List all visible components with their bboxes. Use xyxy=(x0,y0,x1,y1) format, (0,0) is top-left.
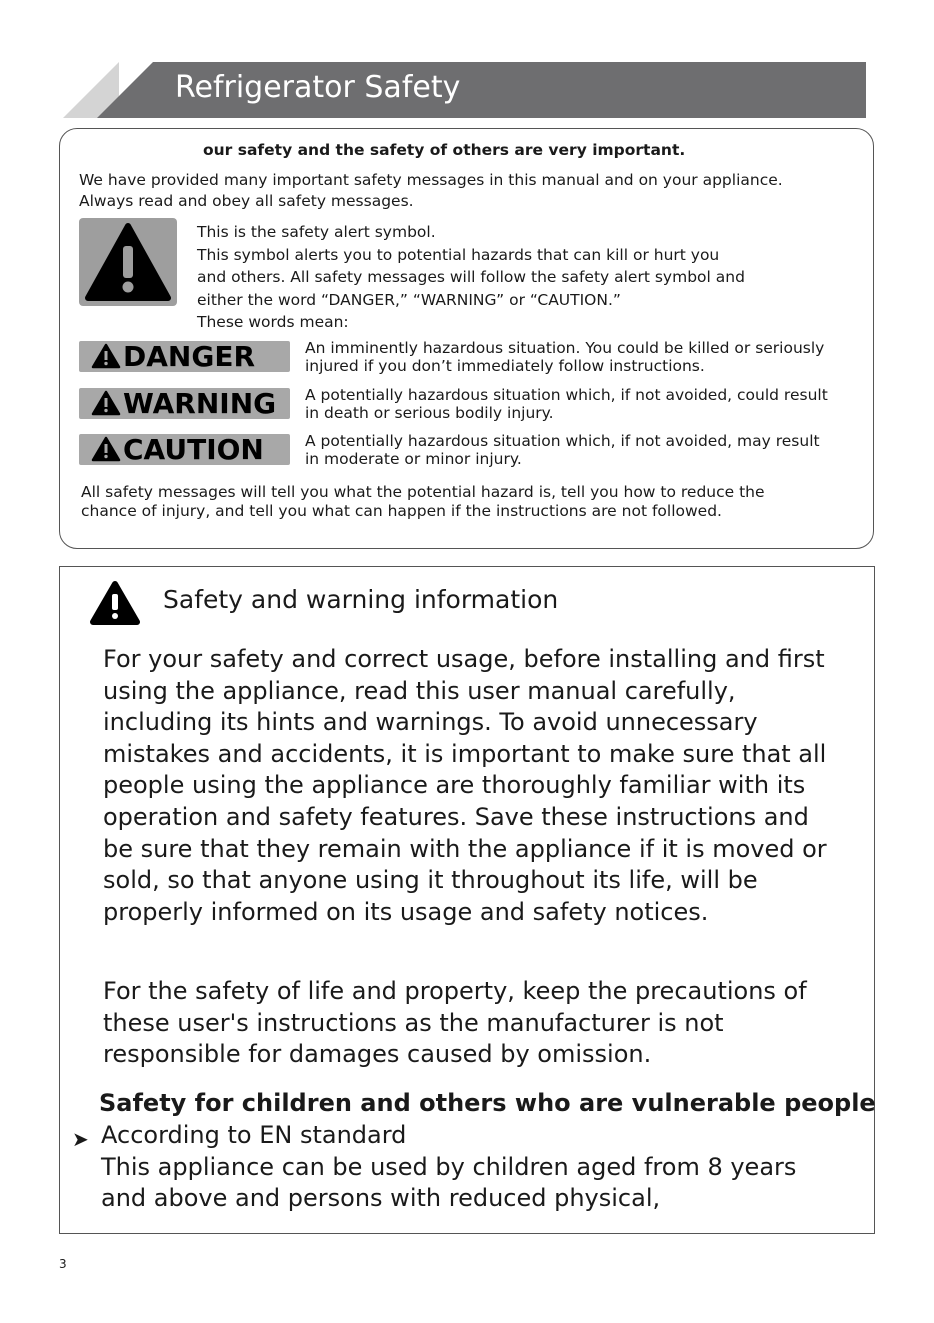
warning-triangle-icon xyxy=(91,436,121,462)
warning-triangle-icon xyxy=(91,343,121,369)
bullet-item: According to EN standard xyxy=(101,1121,407,1149)
alert-description xyxy=(197,221,837,334)
signal-word: CAUTION xyxy=(123,433,264,466)
page-number: 3 xyxy=(59,1257,67,1271)
signal-word: WARNING xyxy=(123,387,277,420)
section-title: Safety and warning information xyxy=(163,585,559,614)
intro-text: We have provided many important safety messages in this manual and on your appliance. Always read and obey all safety messages. xyxy=(79,171,783,210)
header-banner xyxy=(63,62,866,118)
intro-paragraph: For your safety and correct usage, before installing and first using the appliance, read this user manual carefully, including its hints and warnings. To avoid unnecessary mistakes and accidents, it is important to make sure that all people using the appliance are thoroughly familiar with its operation and safety features. Save these instructions and be sure that they remain with the appliance if it is moved or sold, so that anyone using it throughout its life, will be properly informed on its usage and safety notices. xyxy=(103,645,827,926)
danger-description: An imminently hazardous situation. You could be killed or seriously injured if you don’t immediately follow instructions. xyxy=(305,339,825,375)
info-footer-text: All safety messages will tell you what the potential hazard is, tell you how to reduce the chance of injury, and tell you what can happen if the instructions are not followed. xyxy=(81,483,765,520)
alert-line: and others. All safety messages will follow the safety alert symbol and xyxy=(197,268,745,286)
warning-triangle-icon xyxy=(79,218,177,306)
alert-line: These words mean: xyxy=(197,313,349,331)
warning-description: A potentially hazardous situation which, if not avoided, could result in death or serious bodily injury. xyxy=(305,386,828,422)
caution-description: A potentially hazardous situation which, if not avoided, may result in moderate or minor injury. xyxy=(305,432,820,468)
page-title: Refrigerator Safety xyxy=(175,70,461,105)
alert-line: This symbol alerts you to potential hazards that can kill or hurt you xyxy=(197,245,720,264)
alert-line: This is the safety alert symbol. xyxy=(197,223,436,241)
children-safety-heading: Safety for children and others who are vulnerable people xyxy=(99,1089,876,1117)
arrow-bullet-icon: ➤ xyxy=(72,1127,89,1151)
alert-line: either the word “DANGER,” “WARNING” or “CAUTION.” xyxy=(197,290,621,309)
danger-label xyxy=(79,341,290,372)
warning-triangle-icon xyxy=(91,390,121,416)
warning-triangle-icon xyxy=(89,580,141,630)
children-paragraph: This appliance can be used by children aged from 8 years and above and persons with reduced physical, xyxy=(101,1153,797,1212)
signal-word: DANGER xyxy=(123,340,256,373)
warning-label xyxy=(79,388,290,419)
liability-paragraph: For the safety of life and property, keep the precautions of these user's instructions as the manufacturer is not responsible for damages caused by omission. xyxy=(103,977,807,1069)
intro-bold-text: our safety and the safety of others are very important. xyxy=(203,141,686,159)
caution-label xyxy=(79,434,290,465)
safety-alert-symbol xyxy=(79,218,177,306)
